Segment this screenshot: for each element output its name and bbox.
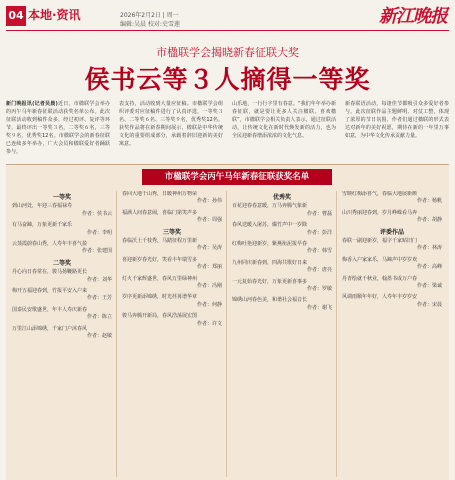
- couplet-author: 作者：唐亮: [306, 267, 332, 274]
- couplet-text: 灯火千家辉盛世，春风万里绿神州: [122, 275, 198, 282]
- article-column: [6, 100, 110, 158]
- prize-heading: 三等奖: [162, 228, 181, 236]
- column-divider: [116, 191, 117, 477]
- winner-entry: [232, 222, 332, 237]
- couplet-text: 骏马奔腾开新局，春风浩荡展宏图: [122, 313, 198, 320]
- header-rule: [6, 30, 449, 31]
- couplet-author: 作者：吴涛: [196, 245, 222, 252]
- couplet-text: 福满人间春意闹，喜临门第笑声多: [122, 209, 198, 216]
- section-name: 本地·资讯: [28, 8, 81, 22]
- couplet-author: 作者：杨帆: [416, 198, 442, 205]
- winner-entry: [12, 222, 112, 237]
- article-column: [345, 100, 449, 158]
- prize-heading: 二等奖: [52, 259, 71, 267]
- article-text: 新春联语活动，每逢佳节都吸引众多爱好者参与。此次征联作品主题鲜明、对仗工整，体现了浓厚的节日氛围，作者们通过楹联的形式表达对新年的美好祝愿，期待在新的一年里万事如意，为中华文化传承贡献力量。: [345, 101, 449, 139]
- couplet-author: 作者：周强: [196, 217, 222, 224]
- couplet-text: 红梅吐艳迎新岁，紫燕衔泥报早春: [232, 241, 308, 248]
- couplet-text: 锦绣山河春色美，和谐社会福音长: [232, 297, 308, 304]
- couplet-author: 作者：韩雪: [306, 248, 332, 255]
- winner-entry: [232, 260, 332, 275]
- winners-column: [12, 191, 112, 480]
- article-text: 表支持，活动收到大量应征稿。市楹联学会组织评委对应征稿件进行了认真评选，一等奖３名、二等奖６名、三等奖９名，优秀奖12名。获奖作品将在新春期间展示，楹联是中华传统文化的重要组成部分，承载着辞旧迎新的美好寓意。: [119, 101, 223, 147]
- couplet-text: 岁序更新添锦绣，时光荏苒谱华章: [122, 294, 198, 301]
- couplet-author: 作者：谢飞: [306, 304, 332, 311]
- winner-entry: [122, 294, 222, 309]
- winner-entry: [12, 326, 112, 341]
- couplet-text: 春临沃土千枝秀，马踏征程万里新: [122, 238, 198, 245]
- couplet-text: 喜迎新岁春光好，笑看丰年瑞雪多: [122, 256, 198, 263]
- winner-entry: [342, 238, 442, 253]
- couplet-author: 作者：彭洋: [306, 229, 332, 236]
- couplet-author: 作者：赵敏: [86, 333, 112, 340]
- couplet-author: 作者：许文: [196, 320, 222, 327]
- page-header: [0, 0, 455, 40]
- couplet-author: 作者：曹磊: [306, 210, 332, 217]
- winners-column: [232, 191, 332, 480]
- article-text: 山乐地，一行行字里有春意。“我们年年举办新春征联，就是要让更多人关注楹联、喜欢楹联”，市楹联学会相关负责人表示，通过征联活动，让传统文化在新时代焕发新的活力，也为全民迎新春增添浓浓的文化气息。: [232, 101, 336, 139]
- couplet-text: 有马奋蹄，万象更新千家乐: [12, 222, 73, 229]
- winner-entry: [342, 210, 442, 225]
- winner-entry: [122, 313, 222, 328]
- couplet-author: 作者：梁诚: [416, 283, 442, 290]
- couplet-author: 作者：张建国: [81, 248, 112, 255]
- newspaper-logo: 新江晚报: [379, 6, 447, 27]
- column-divider: [336, 191, 337, 477]
- winner-entry: [12, 307, 112, 322]
- couplet-text: 万里江山添锦绣，千家门户沐春风: [12, 325, 88, 332]
- couplet-text: 雪映红梅添喜气，春临大地展新颜: [342, 191, 418, 197]
- article-column: [232, 100, 336, 158]
- winners-banner: 市楹联学会丙午马年新春征联获奖名单: [142, 169, 332, 185]
- couplet-text: 春联一副迎新岁，福字千家贴旧门: [342, 238, 418, 245]
- winner-entry: [232, 241, 332, 256]
- winner-entry: [232, 203, 332, 218]
- winner-entry: [342, 191, 442, 206]
- winner-entry: [342, 257, 442, 272]
- couplet-text: 云蒸霞蔚春山秀，人寿年丰喜气盈: [12, 241, 88, 248]
- couplet-author: 作者：何静: [196, 301, 222, 308]
- couplet-author: 作者：胡静: [416, 217, 442, 224]
- editor-line: 编辑:吴晨 校对:史雪莲: [120, 21, 180, 28]
- article-subtitle: 市楹联学会揭晓新春征联大奖: [156, 46, 299, 59]
- couplet-text: 九州同庆新春到，四海共歌好日来: [232, 259, 308, 266]
- couplet-text: 丹青绘就千秋业，翰墨书成万户春: [342, 275, 418, 282]
- winner-entry: [12, 241, 112, 256]
- prize-heading: 评委作品: [379, 228, 404, 236]
- couplet-author: 作者：李明: [86, 229, 112, 236]
- winners-column: [122, 191, 222, 480]
- couplet-text: 到山河处，年迎三春福禄寿: [12, 203, 73, 210]
- date-line: 2026年2月2日 | 周一: [120, 12, 179, 19]
- winners-column: [342, 191, 442, 480]
- winner-entry: [12, 269, 112, 284]
- prize-heading: 一等奖: [52, 194, 71, 201]
- couplet-author: 作者：宋晨: [416, 301, 442, 308]
- couplet-author: 作者：刘华: [86, 276, 112, 283]
- winner-entry: [232, 279, 332, 294]
- couplet-author: 作者：孙伟: [196, 198, 222, 205]
- couplet-author: 作者：冯刚: [196, 283, 222, 290]
- winners-panel: [6, 164, 449, 480]
- couplet-author: 作者：罗敏: [306, 286, 332, 293]
- couplet-text: 春风送暖入屠苏，爆竹声中一岁除: [232, 222, 308, 229]
- winner-entry: [232, 297, 332, 312]
- winner-entry: [12, 288, 112, 303]
- winner-entry: [342, 294, 442, 309]
- article-text: 近日，市楹联学会举办的丙午马年新春征联活动获奖名单公布。此次征联活动收到稿件众多，经过初评、复评等环节，最终评出一等奖３名，二等奖６名，三等奖９名，优秀奖12名。市楹联学会的新春征联已连续多年举办，广大会员和楹联爱好者踊跃参与。: [6, 101, 110, 155]
- couplet-text: 丹心向日春常在，骏马扬鞭路更长: [12, 269, 88, 276]
- couplet-text: 风调雨顺年年好，人寿年丰岁岁安: [342, 294, 418, 301]
- article-lead: 新门晚报讯(记者吴晨): [6, 101, 58, 107]
- couplet-text: 百花迎春春意暖，万马奔腾气象新: [232, 203, 308, 210]
- article-column: [119, 100, 223, 158]
- winner-entry: [122, 276, 222, 291]
- couplet-text: 梅香入户家家乐，马蹄声中岁岁欢: [342, 256, 418, 263]
- couplet-author: 作者：郑丽: [196, 264, 222, 271]
- winner-entry: [122, 238, 222, 253]
- prize-heading: 优秀奖: [272, 194, 291, 201]
- couplet-author: 作者：陈立: [86, 314, 112, 321]
- winner-entry: [122, 257, 222, 272]
- couplet-author: 作者：侯书云: [81, 210, 112, 217]
- winner-entry: [342, 276, 442, 291]
- couplet-text: 山川秀丽迎春到，岁月峥嵘看马奔: [342, 209, 418, 216]
- couplet-text: 国泰民安歌盛世，年丰人寿庆新春: [12, 306, 88, 313]
- winner-entry: [122, 210, 222, 225]
- article-headline: 侯书云等３人摘得一等奖: [84, 65, 371, 94]
- winner-entry: [122, 191, 222, 206]
- couplet-author: 作者：林涛: [416, 245, 442, 252]
- couplet-text: 一元复始春光好，万象更新喜事多: [232, 278, 308, 285]
- couplet-author: 作者：高峰: [416, 264, 442, 271]
- column-divider: [226, 191, 227, 477]
- winner-entry: [12, 203, 112, 218]
- couplet-author: 作者：王芳: [86, 295, 112, 302]
- section-number: 04: [6, 6, 26, 26]
- article-body: [6, 100, 449, 158]
- couplet-text: 梅开五福迎春到，竹报平安入户来: [12, 288, 88, 295]
- couplet-text: 春回大地千山秀，日暖神州万物荣: [122, 191, 198, 197]
